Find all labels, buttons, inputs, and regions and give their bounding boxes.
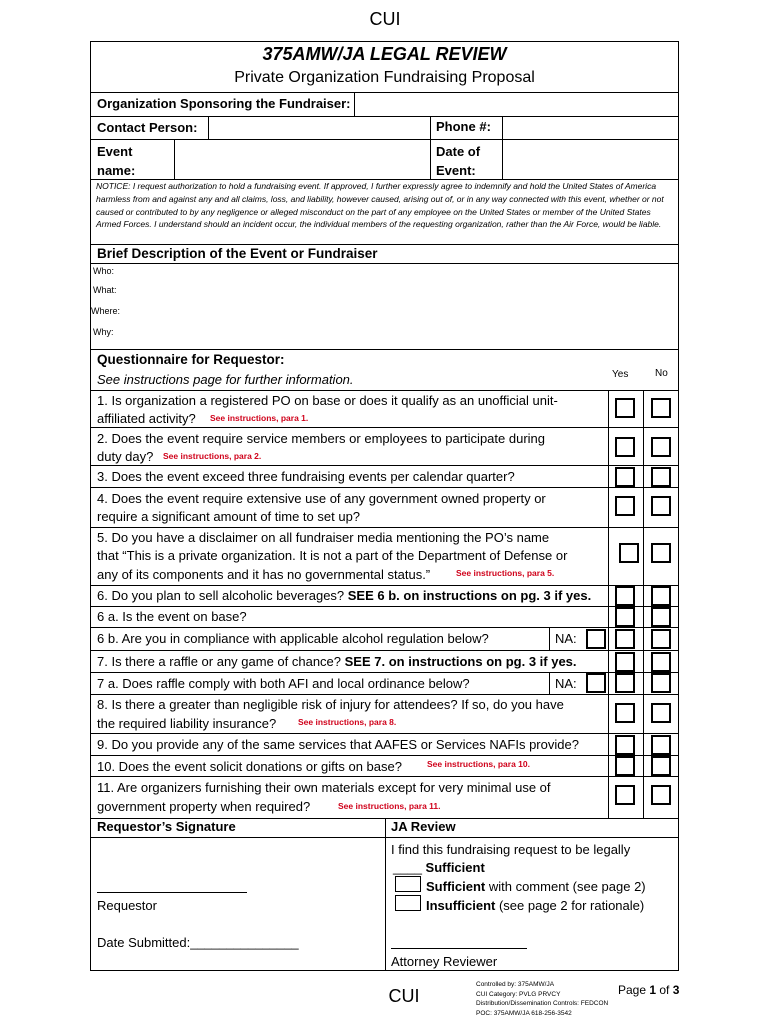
question-4-yes-checkbox[interactable] xyxy=(615,496,635,516)
question-5-line-2: that “This is a private organization. It is not a part of the Department of Defense or xyxy=(97,548,568,563)
controlled-by: Controlled by: 375AMW/JA xyxy=(476,981,555,988)
insufficient-note: (see page 2 for rationale) xyxy=(495,898,645,913)
sufficient-with-comment-option: Sufficient xyxy=(426,879,486,894)
insufficient-option: Insufficient xyxy=(426,898,496,913)
question-7a-text: 7 a. Does raffle comply with both AFI and local ordinance below? xyxy=(97,676,470,691)
question-6a-text: 6 a. Is the event on base? xyxy=(97,609,247,624)
question-8-no-checkbox[interactable] xyxy=(651,703,671,723)
questionnaire-instructions: See instructions page for further information. xyxy=(97,372,354,387)
requestor-signature-line[interactable] xyxy=(97,862,247,893)
cui-category: CUI Category: PVLG PRVCY xyxy=(476,990,561,998)
question-3-no-checkbox[interactable] xyxy=(651,467,671,487)
question-6-no-checkbox[interactable] xyxy=(651,586,671,606)
question-2-reference: See instructions, para 2. xyxy=(163,451,262,461)
poc: POC: 375AMW/JA 618-256-3542 xyxy=(476,1009,572,1017)
question-6-instruction: SEE 6 b. on instructions on pg. 3 if yes. xyxy=(347,588,592,603)
notice-text: NOTICE: I request authorization to hold a fundraising event. If approved, I further expressly agree to indemnify and hold the United States of America harmless from and against any and all claims, loss, and liability, however caused, arising out of, or in any way connected with this event, whether or not caused or contributed to by any negligence or alleged misconduct on the part of any employee on the United States or member of the United States Armed Forces. I understand should an incident occur, the individual members of the requesting organization, rather than the Air Force, would be liable. xyxy=(96,181,664,230)
event-date-field[interactable] xyxy=(504,140,677,178)
why-label: Why: xyxy=(93,327,114,337)
question-6b-yes-checkbox[interactable] xyxy=(615,629,635,649)
total-pages: 3 xyxy=(672,983,680,997)
question-7-text: 7. Is there a raffle or any game of chance? xyxy=(97,654,345,669)
page-label: Page xyxy=(618,983,650,997)
question-5-line-1: 5. Do you have a disclaimer on all fundraiser media mentioning the PO’s name xyxy=(97,530,550,545)
control-block xyxy=(476,980,608,1018)
insufficient-box[interactable] xyxy=(395,895,421,911)
page-of: of xyxy=(656,983,673,997)
question-6b-na-checkbox[interactable] xyxy=(586,629,606,649)
question-7-no-checkbox[interactable] xyxy=(651,652,671,672)
question-6-text: 6. Do you plan to sell alcoholic beverages? xyxy=(97,588,348,603)
sufficient-with-comment-note: with comment (see page 2) xyxy=(485,879,646,894)
question-10-yes-checkbox[interactable] xyxy=(615,756,635,776)
attorney-reviewer-label: Attorney Reviewer xyxy=(391,954,498,969)
question-1-reference: See instructions, para 1. xyxy=(210,413,309,423)
question-7a-no-checkbox[interactable] xyxy=(651,673,671,693)
question-11-line-1: 11. Are organizers furnishing their own materials except for very minimal use of xyxy=(97,780,551,795)
question-9-text: 9. Do you provide any of the same services that AAFES or Services NAFIs provide? xyxy=(97,737,579,752)
page-number xyxy=(618,983,679,997)
date-submitted[interactable]: Date Submitted:_______________ xyxy=(97,935,299,950)
question-8-yes-checkbox[interactable] xyxy=(615,703,635,723)
question-7a-yes-checkbox[interactable] xyxy=(615,673,635,693)
question-11-reference: See instructions, para 11. xyxy=(338,801,441,811)
question-4-no-checkbox[interactable] xyxy=(651,496,671,516)
event-date-label-1: Date of xyxy=(436,144,481,159)
question-11-line-2: government property when required? xyxy=(97,799,311,814)
phone-field[interactable] xyxy=(504,117,677,138)
attorney-signature-line[interactable] xyxy=(391,922,527,949)
description-field[interactable] xyxy=(130,264,676,348)
question-9-no-checkbox[interactable] xyxy=(651,735,671,755)
question-10-text: 10. Does the event solicit donations or gifts on base? xyxy=(97,759,402,774)
question-9-yes-checkbox[interactable] xyxy=(615,735,635,755)
question-10-reference: See instructions, para 10. xyxy=(427,759,530,769)
question-1-yes-checkbox[interactable] xyxy=(615,398,635,418)
sufficient-with-comment-box[interactable] xyxy=(395,876,421,892)
event-name-field[interactable] xyxy=(176,140,429,178)
event-date-label-2: Event: xyxy=(436,163,476,178)
question-2-no-checkbox[interactable] xyxy=(651,437,671,457)
question-8-line-2: the required liability insurance? xyxy=(97,716,277,731)
sufficient-option: Sufficient xyxy=(425,860,485,875)
event-name-label-2: name: xyxy=(97,163,136,178)
event-name-label-1: Event xyxy=(97,144,133,159)
requestor-label: Requestor xyxy=(97,898,157,913)
sufficient-blank[interactable]: ____ xyxy=(393,860,422,875)
question-8-reference: See instructions, para 8. xyxy=(298,717,397,727)
where-label: Where: xyxy=(91,306,121,316)
cui-marking-top: CUI xyxy=(369,9,401,29)
question-2-line-1: 2. Does the event require service members or employees to participate during xyxy=(97,431,545,446)
form-subtitle: Private Organization Fundraising Proposal xyxy=(234,69,535,86)
question-2-yes-checkbox[interactable] xyxy=(615,437,635,457)
organization-field[interactable] xyxy=(356,93,677,115)
question-10-no-checkbox[interactable] xyxy=(651,756,671,776)
ja-review-heading: JA Review xyxy=(391,819,456,834)
question-4-line-2: require a significant amount of time to set up? xyxy=(97,509,361,524)
contact-person-field[interactable] xyxy=(210,117,429,138)
contact-person-label: Contact Person: xyxy=(97,120,198,135)
question-2-line-2: duty day? xyxy=(97,449,154,464)
question-5-no-checkbox[interactable] xyxy=(651,543,671,563)
question-3-yes-checkbox[interactable] xyxy=(615,467,635,487)
question-6b-no-checkbox[interactable] xyxy=(651,629,671,649)
yes-column-header: Yes xyxy=(612,369,629,380)
question-3-text: 3. Does the event exceed three fundraising events per calendar quarter? xyxy=(97,469,515,484)
question-1-line-2: affiliated activity? xyxy=(97,411,196,426)
question-7-instruction: SEE 7. on instructions on pg. 3 if yes. xyxy=(344,654,577,669)
question-5-yes-checkbox[interactable] xyxy=(619,543,639,563)
description-heading: Brief Description of the Event or Fundraiser xyxy=(97,246,378,261)
what-label: What: xyxy=(93,285,117,295)
question-8-line-1: 8. Is there a greater than negligible risk of injury for attendees? If so, do you have xyxy=(97,697,564,712)
question-6b-text: 6 b. Are you in compliance with applicable alcohol regulation below? xyxy=(97,631,489,646)
form-title: 375AMW/JA LEGAL REVIEW xyxy=(262,44,507,64)
phone-label: Phone #: xyxy=(436,119,491,134)
requestor-signature-heading: Requestor’s Signature xyxy=(97,819,236,834)
question-6a-no-checkbox[interactable] xyxy=(651,607,671,627)
who-label: Who: xyxy=(93,266,115,276)
question-7-yes-checkbox[interactable] xyxy=(615,652,635,672)
question-11-yes-checkbox[interactable] xyxy=(615,785,635,805)
cui-marking-bottom: CUI xyxy=(388,986,420,1006)
question-5-reference: See instructions, para 5. xyxy=(456,568,555,578)
question-11-no-checkbox[interactable] xyxy=(651,785,671,805)
ja-review-intro: I find this fundraising request to be legally xyxy=(391,842,631,857)
question-6a-yes-checkbox[interactable] xyxy=(615,607,635,627)
question-7a-na-label: NA: xyxy=(555,676,577,691)
organization-label: Organization Sponsoring the Fundraiser: xyxy=(97,96,351,111)
question-6b-na-label: NA: xyxy=(555,631,577,646)
question-5-line-3: any of its components and it has no governmental status.” xyxy=(97,567,431,582)
question-1-line-1: 1. Is organization a registered PO on base or does it qualify as an unofficial unit- xyxy=(97,393,558,408)
question-6-yes-checkbox[interactable] xyxy=(615,586,635,606)
questionnaire-heading: Questionnaire for Requestor: xyxy=(97,352,285,367)
distribution-controls: Distribution/Dissemination Controls: FEDCON xyxy=(476,1000,609,1007)
no-column-header: No xyxy=(655,368,668,379)
question-1-no-checkbox[interactable] xyxy=(651,398,671,418)
question-4-line-1: 4. Does the event require extensive use of any government owned property or xyxy=(97,491,546,506)
question-7a-na-checkbox[interactable] xyxy=(586,673,606,693)
current-page: 1 xyxy=(649,983,657,997)
